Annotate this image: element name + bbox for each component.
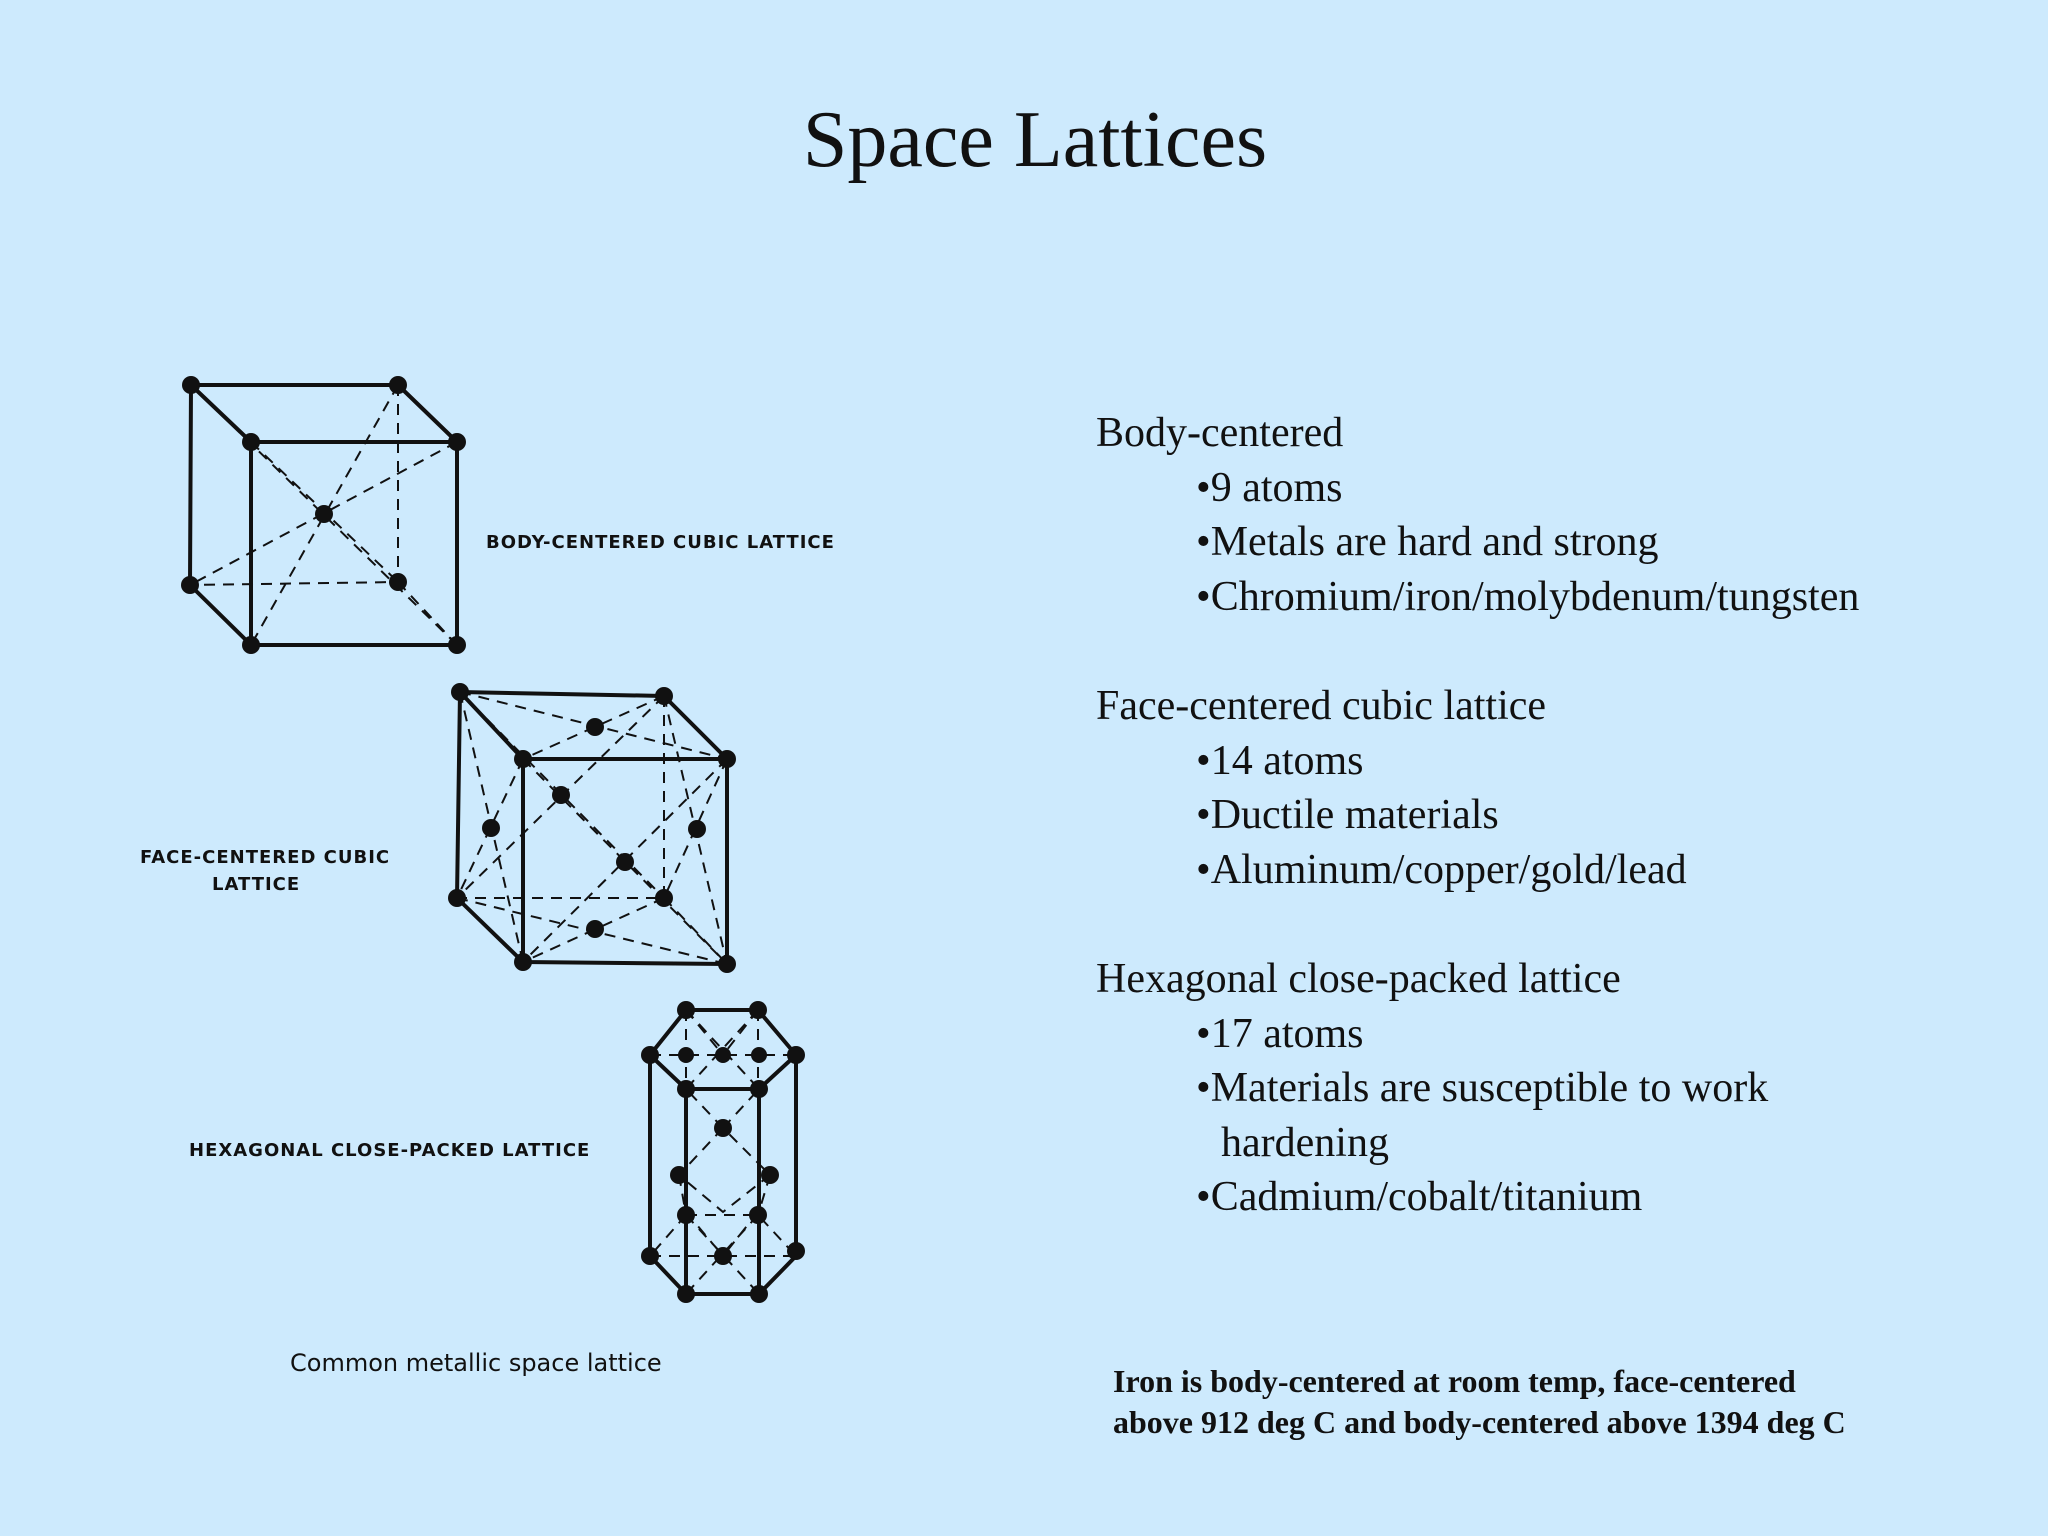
atom [677, 1206, 695, 1224]
atom [715, 1047, 731, 1063]
section-body-centered [1096, 406, 1859, 624]
atom [749, 1001, 767, 1019]
atom [678, 1047, 694, 1063]
note-line: above 912 deg C and body-centered above 1394 deg C [1113, 1404, 1846, 1440]
bullet-item: •9 atoms [1196, 464, 1343, 511]
atom [482, 819, 500, 837]
atom [655, 687, 673, 705]
bullet-item: •Ductile materials [1196, 792, 1499, 838]
atom [451, 683, 469, 701]
section-heading: Face-centered cubic lattice [1096, 683, 1547, 729]
atom [787, 1046, 805, 1064]
atom [616, 853, 634, 871]
bullet-item: •Aluminum/copper/gold/lead [1196, 846, 1687, 893]
atom [641, 1046, 659, 1064]
atom [514, 750, 532, 768]
atom [655, 889, 673, 907]
bullet-item: •Cadmium/cobalt/titanium [1196, 1174, 1643, 1220]
atom [641, 1247, 659, 1265]
atom [750, 1080, 768, 1098]
body-centered-cubic-lattice [181, 376, 835, 654]
atom [677, 1001, 695, 1019]
face-centered-label-line2: LATTICE [212, 874, 301, 895]
atom [714, 1119, 732, 1137]
iron-phase-note [1113, 1361, 1973, 1443]
bullet-item: •17 atoms [1196, 1010, 1364, 1057]
face-centered-cubic-lattice [140, 683, 736, 973]
atom [315, 505, 333, 523]
atom [389, 573, 407, 591]
atom [448, 433, 466, 451]
note-line: Iron is body-centered at room temp, face-centered [1113, 1363, 1796, 1399]
atom [182, 376, 200, 394]
atom [448, 889, 466, 907]
atom [670, 1166, 688, 1184]
body-centered-label: BODY-CENTERED CUBIC LATTICE [486, 532, 835, 553]
atom [242, 636, 260, 654]
bullet-item: •Materials are susceptible to work [1196, 1065, 1769, 1111]
atom [181, 576, 199, 594]
atom [761, 1166, 779, 1184]
atom [242, 433, 260, 451]
atom [677, 1285, 695, 1303]
section-heading: Body-centered [1096, 410, 1344, 456]
hexagonal-close-packed-lattice [189, 1001, 805, 1303]
atom [389, 376, 407, 394]
atom [514, 953, 532, 971]
bullet-continuation: hardening [1221, 1119, 1389, 1166]
atom [718, 750, 736, 768]
atom [586, 920, 604, 938]
bullet-item: •Chromium/iron/molybdenum/tungsten [1196, 573, 1860, 620]
atom [718, 955, 736, 973]
atom [787, 1242, 805, 1260]
face-centered-label-line1: FACE-CENTERED CUBIC [140, 847, 391, 868]
atom [750, 1285, 768, 1303]
atom [751, 1047, 767, 1063]
atom [688, 820, 706, 838]
atom [677, 1080, 695, 1098]
atom [714, 1247, 732, 1265]
section-hexagonal [1096, 952, 1768, 1225]
bullet-item: •Metals are hard and strong [1196, 519, 1659, 565]
atom [552, 786, 570, 804]
diagram-caption: Common metallic space lattice [290, 1349, 662, 1377]
atom [586, 718, 604, 736]
atom [749, 1206, 767, 1224]
hexagonal-label: HEXAGONAL CLOSE-PACKED LATTICE [189, 1140, 591, 1161]
section-heading: Hexagonal close-packed lattice [1096, 956, 1621, 1002]
hexagonal-atoms [641, 1001, 805, 1303]
section-face-centered [1096, 679, 1687, 897]
atom [448, 636, 466, 654]
slide-title: Space Lattices [802, 96, 1268, 184]
bullet-item: •14 atoms [1196, 737, 1364, 784]
